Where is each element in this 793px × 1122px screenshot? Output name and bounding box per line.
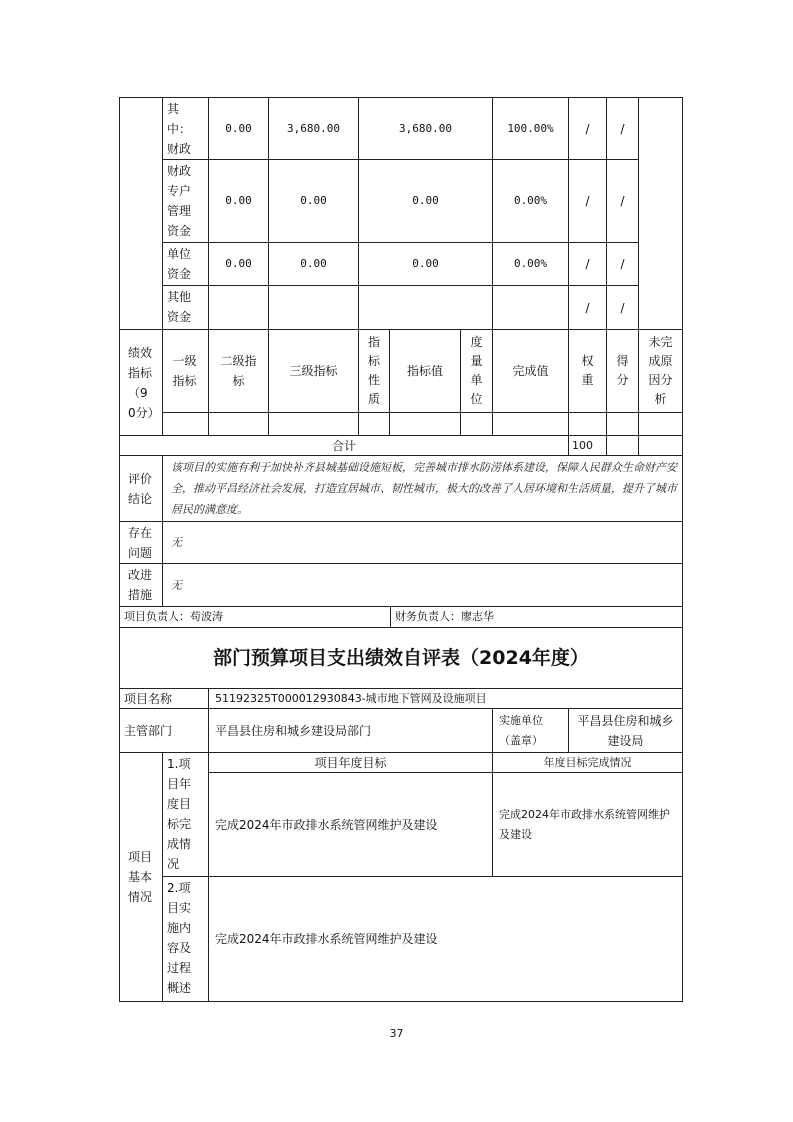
fund-value-2: [268, 285, 359, 330]
fund-value-2: 0.00: [268, 159, 359, 243]
conclusion-text: 该项目的实施有利于加快补齐县城基础设施短板，完善城市排水防涝体系建设，保障人民群众生命财产安全，推动平昌经济社会发展，打造宜居城市、韧性城市，极大的改善了人居环境和生活质量，提升了城市居民的满意度。: [162, 455, 683, 522]
measures-label-cell: [119, 563, 163, 607]
fund-rate: 0.00%: [492, 242, 569, 286]
content-label: 2.项目实施内容及过程概述: [167, 881, 192, 995]
fund-rate: 100.00%: [492, 97, 569, 160]
fund-value-3: 0.00: [358, 242, 493, 286]
content-text: 完成2024年市政排水系统管网维护及建设: [208, 876, 683, 1002]
content-label-cell: [162, 876, 209, 1002]
funds-section-label-cell: [119, 97, 163, 330]
impl-label: 实施单位（盖章）: [492, 708, 569, 753]
form-title: 部门预算项目支出绩效自评表（2024年度）: [119, 627, 683, 689]
fund-value-3: 3,680.00: [358, 97, 493, 160]
dept-label: 主管部门: [119, 708, 209, 753]
indicator-header: 二级指标: [208, 329, 269, 413]
goal-label-cell: [162, 752, 209, 877]
indicator-header: 权重: [568, 329, 607, 413]
indicator-header: 度量单位: [460, 329, 493, 413]
goal-label: 1.项目年度目标完成情况: [167, 757, 192, 871]
finance-lead: 财务负责人：廖志华: [390, 606, 683, 628]
goal-text: 完成2024年市政排水系统管网维护及建设: [208, 772, 493, 877]
fund-value-1: 0.00: [208, 159, 269, 243]
project-name-value: 51192325T000012930843-城市地下管网及设施项目: [208, 688, 683, 709]
fund-value-2: 3,680.00: [268, 97, 359, 160]
page-number: 37: [389, 1027, 404, 1040]
indicator-empty-cell: [606, 412, 639, 436]
fund-value-3: 0.00: [358, 159, 493, 243]
problems-label-cell: [119, 521, 163, 564]
conclusion-label-cell: [119, 455, 163, 522]
fund-weight: /: [568, 285, 607, 330]
measures-text: 无: [162, 563, 683, 607]
funds-right-merged-cell: [638, 97, 683, 330]
indicator-header: 一级指标: [162, 329, 209, 413]
indicator-header: 得分: [606, 329, 639, 413]
project-name-label: 项目名称: [119, 688, 209, 709]
fund-weight: /: [568, 242, 607, 286]
goal-header: 项目年度目标: [208, 752, 493, 773]
basic-label-cell: [119, 752, 163, 1002]
total-weight: 100: [568, 435, 607, 456]
fund-label: 其他资金: [167, 290, 192, 324]
indicator-header: 完成值: [492, 329, 569, 413]
indicator-header: 指标值: [389, 329, 461, 413]
impl-value: 平昌县住房和城乡建设局: [568, 708, 683, 753]
fund-score: /: [606, 97, 639, 160]
fund-label: 财政专户管理资金: [167, 164, 192, 238]
fund-score: /: [606, 285, 639, 330]
indicators-section-label: 绩效指标（90分）: [128, 345, 160, 420]
fund-rate: [492, 285, 569, 330]
indicator-empty-cell: [460, 412, 493, 436]
problems-label: 存在问题: [128, 525, 153, 560]
indicator-empty-cell: [638, 412, 683, 436]
completion-text: 完成2024年市政排水系统管网维护及建设: [492, 772, 683, 877]
fund-weight: /: [568, 97, 607, 160]
indicator-empty-cell: [492, 412, 569, 436]
indicator-empty-cell: [568, 412, 607, 436]
problems-text: 无: [162, 521, 683, 564]
indicator-header: 三级指标: [268, 329, 359, 413]
fund-rate: 0.00%: [492, 159, 569, 243]
total-label: 合计: [119, 435, 569, 456]
indicator-empty-cell: [358, 412, 390, 436]
fund-value-3: [358, 285, 493, 330]
indicator-empty-cell: [162, 412, 209, 436]
fund-label-cell: [162, 97, 209, 160]
indicator-empty-cell: [208, 412, 269, 436]
fund-label-cell: [162, 285, 209, 330]
dept-value: 平昌县住房和城乡建设局部门: [208, 708, 493, 753]
measures-label: 改进措施: [128, 568, 153, 602]
indicator-header: 指标性质: [358, 329, 390, 413]
fund-value-1: 0.00: [208, 242, 269, 286]
fund-score: /: [606, 242, 639, 286]
conclusion-label: 评价结论: [128, 471, 153, 506]
indicator-header: 未完成原因分析: [638, 329, 683, 413]
completion-header: 年度目标完成情况: [492, 752, 683, 773]
total-reason: [638, 435, 683, 456]
indicators-section-label-cell: [119, 329, 163, 436]
project-lead: 项目负责人：苟波涛: [119, 606, 391, 628]
basic-label: 项目基本情况: [128, 850, 153, 904]
fund-value-1: [208, 285, 269, 330]
fund-label-cell: [162, 159, 209, 243]
fund-value-2: 0.00: [268, 242, 359, 286]
fund-label: 单位资金: [167, 247, 192, 281]
fund-weight: /: [568, 159, 607, 243]
fund-score: /: [606, 159, 639, 243]
indicator-empty-cell: [268, 412, 359, 436]
fund-label-cell: [162, 242, 209, 286]
fund-label: 其中：财政: [167, 102, 192, 156]
indicator-empty-cell: [389, 412, 461, 436]
total-score: [606, 435, 639, 456]
fund-value-1: 0.00: [208, 97, 269, 160]
